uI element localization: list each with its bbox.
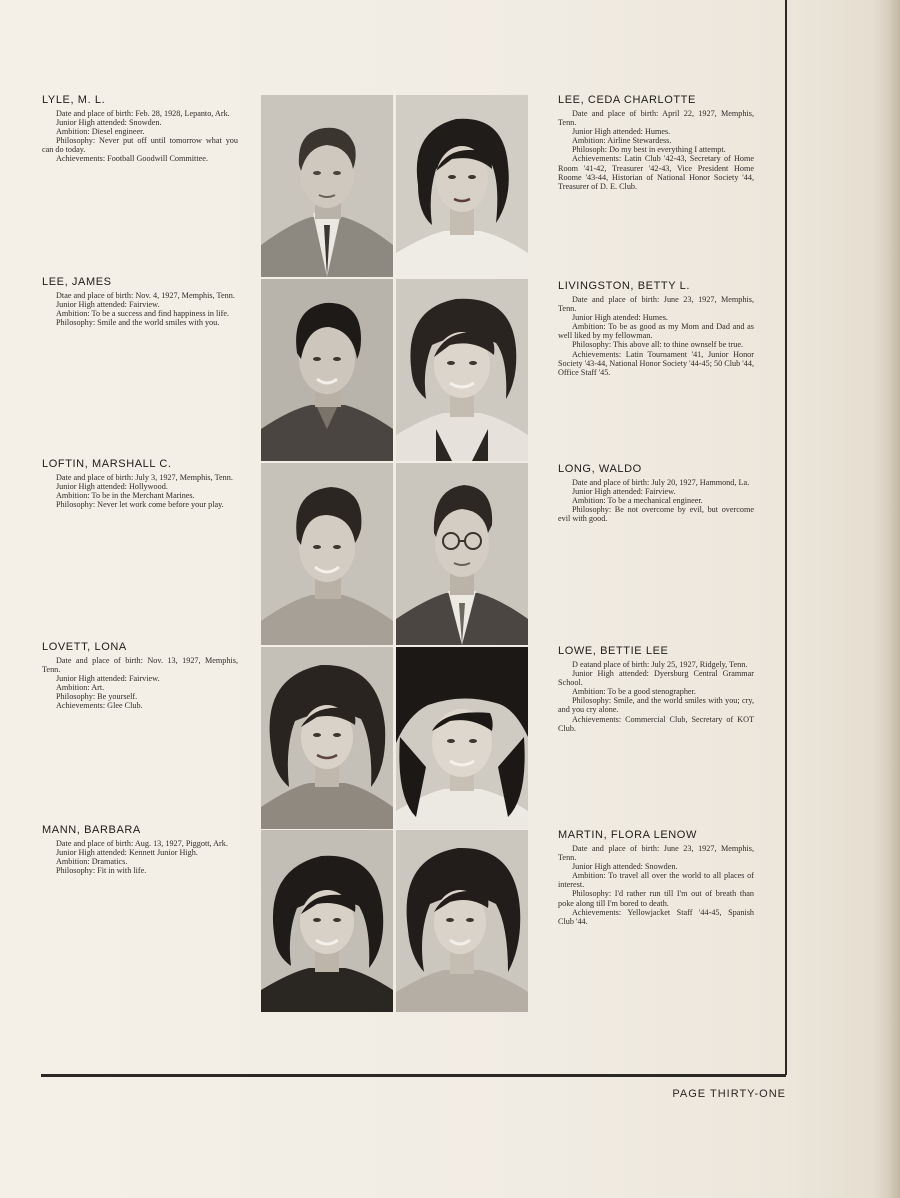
student-name: MARTIN, FLORA LENOW <box>558 829 697 841</box>
bio-birth: Date and place of birth: June 23, 1927, Memphis, Tenn. <box>558 295 754 314</box>
bio-achievements: Achievements: Latin Club '42-43, Secretary of Home Room '41-42, Treasurer '42-43, Vice President Home Roome '43-44, Historian of National Honor Society '44, Treasurer of D. E. Club. <box>558 154 754 191</box>
page-right-border <box>785 0 787 1075</box>
student-name: LEE, CEDA CHARLOTTE <box>558 94 696 106</box>
portrait-photo-martin <box>396 830 528 1012</box>
bio-birth: Date and place of birth: July 3, 1927, Memphis, Tenn. <box>56 473 233 482</box>
portrait-photo-long <box>396 463 528 645</box>
bio-livingston <box>558 280 754 377</box>
bio-philosophy: Philosophy: Never put off until tomorrow what you can do today. <box>42 136 238 155</box>
student-name: LIVINGSTON, BETTY L. <box>558 280 691 292</box>
bio-junior-high: Junior High attended: Fairview. <box>572 487 676 497</box>
bio-ambition: Ambition: To be in the Merchant Marines. <box>56 491 195 501</box>
bio-birth: Date and place of birth: Aug. 13, 1927, Piggott, Ark. <box>56 839 228 848</box>
bio-lee-ceda <box>558 94 754 191</box>
portrait-photo-lee-ceda <box>396 95 528 277</box>
bio-junior-high: Junior High attended: Snowden. <box>56 118 162 128</box>
bio-philosophy: Philosophy: Smile and the world smiles with you. <box>56 318 220 328</box>
portrait-photo-lowe <box>396 647 528 829</box>
bio-junior-high: Junior High attended: Hollywood. <box>56 482 168 492</box>
student-name: LYLE, M. L. <box>42 94 106 106</box>
bottom-rule <box>41 1074 786 1077</box>
student-name: LEE, JAMES <box>42 276 112 288</box>
student-name: LOFTIN, MARSHALL C. <box>42 458 172 470</box>
bio-junior-high: Junior High attended: Snowden. <box>572 862 678 872</box>
portrait-photo-livingston <box>396 279 528 461</box>
bio-ambition: Ambition: To be a mechanical engineer. <box>572 496 703 506</box>
bio-mann <box>42 824 238 875</box>
portrait-photo-mann <box>261 830 393 1012</box>
bio-philosophy: Philosophy: Be yourself. <box>56 692 138 702</box>
bio-lyle <box>42 94 238 164</box>
student-name: LONG, WALDO <box>558 463 642 475</box>
portrait-photo-loftin <box>261 463 393 645</box>
bio-philosophy: Philosophy: Fit in with life. <box>56 866 147 876</box>
bio-martin <box>558 829 754 926</box>
bio-lee-james <box>42 276 238 327</box>
bio-birth: Dtae and place of birth: Nov. 4, 1927, Memphis, Tenn. <box>56 291 235 300</box>
student-name: LOVETT, LONA <box>42 641 127 653</box>
bio-achievements: Achievements: Commercial Club, Secretary of KOT Club. <box>558 714 754 733</box>
portrait-photo-lovett <box>261 647 393 829</box>
bio-junior-high: Junior High attended: Humes. <box>572 127 671 137</box>
portrait-photo-lee-james <box>261 279 393 461</box>
bio-ambition: Ambition: To travel all over the world to all places of interest. <box>558 871 754 890</box>
portrait-photo-lyle <box>261 95 393 277</box>
bio-philosophy: Philosophy: Never let work come before your play. <box>56 500 224 510</box>
bio-philosophy: Philosophy: I'd rather run till I'm out of breath than poke along till I'm bored to death. <box>558 889 754 908</box>
bio-birth: Date and place of birth: Feb. 28, 1928, Lepanto, Ark. <box>56 109 230 118</box>
bio-lowe <box>558 645 754 733</box>
bio-ambition: Ambition: Dramatics. <box>56 857 128 867</box>
bio-junior-high: Junior High attended: Kennett Junior High. <box>56 848 198 858</box>
bio-long <box>558 463 754 523</box>
student-name: MANN, BARBARA <box>42 824 141 836</box>
bio-birth: Date and place of birth: April 22, 1927, Memphis, Tenn. <box>558 109 754 128</box>
bio-birth: Date and place of birth: July 20, 1927, Hammond, La. <box>572 478 750 487</box>
bio-philosophy: Philosophy: Be not overcome by evil, but overcome evil with good. <box>558 505 754 524</box>
bio-ambition: Ambition: To be as good as my Mom and Dad and as well liked by my fellowman. <box>558 322 754 341</box>
bio-ambition: Ambition: Art. <box>56 683 105 693</box>
bio-philosophy: Philosophy: Smile, and the world smiles with you; cry, and you cry alone. <box>558 696 754 715</box>
bio-philosophy: Philosophy: This above all: to thine ownself be true. <box>572 340 744 350</box>
bio-ambition: Ambition: To be a success and find happiness in life. <box>56 309 229 319</box>
bio-philosophy: Philosoph: Do my best in everything I attempt. <box>572 145 726 155</box>
bio-birth: Date and place of birth: Nov. 13, 1927, Memphis, Tenn. <box>42 656 238 675</box>
student-name: LOWE, BETTIE LEE <box>558 645 669 657</box>
bio-junior-high: Junior High attended: Fairview. <box>56 300 160 310</box>
bio-junior-high: Junior High atended: Humes. <box>572 313 668 323</box>
bio-lovett <box>42 641 238 711</box>
bio-ambition: Ambition: Airline Stewardess. <box>572 136 672 146</box>
bio-ambition: Ambition: To be a good stenographer. <box>572 687 696 697</box>
bio-loftin <box>42 458 238 509</box>
bio-achievements: Achievements: Yellowjacket Staff '44-45, Spanish Club '44. <box>558 907 754 926</box>
bio-ambition: Ambition: Diesel engineer. <box>56 127 145 137</box>
bio-junior-high: Junior High attended: Dyersburg Central Grammar School. <box>558 669 754 688</box>
bio-achievements: Achievements: Football Goodwill Committee. <box>56 154 208 164</box>
page-number: PAGE THIRTY-ONE <box>672 1088 786 1100</box>
bio-achievements: Achievements: Latin Tournament '41, Junior Honor Society '43-44, National Honor Society '44-45; 50 Club '44, Office Staff '45. <box>558 349 754 377</box>
bio-junior-high: Junior High attended: Fairview. <box>56 674 160 684</box>
bio-achievements: Achievements: Glee Club. <box>56 701 143 711</box>
bio-birth: Date and place of birth: June 23, 1927, Memphis, Tenn. <box>558 844 754 863</box>
bio-birth: D eatand place of birth: July 25, 1927, Ridgely, Tenn. <box>572 660 748 669</box>
page-edge-shadow <box>872 0 900 1198</box>
